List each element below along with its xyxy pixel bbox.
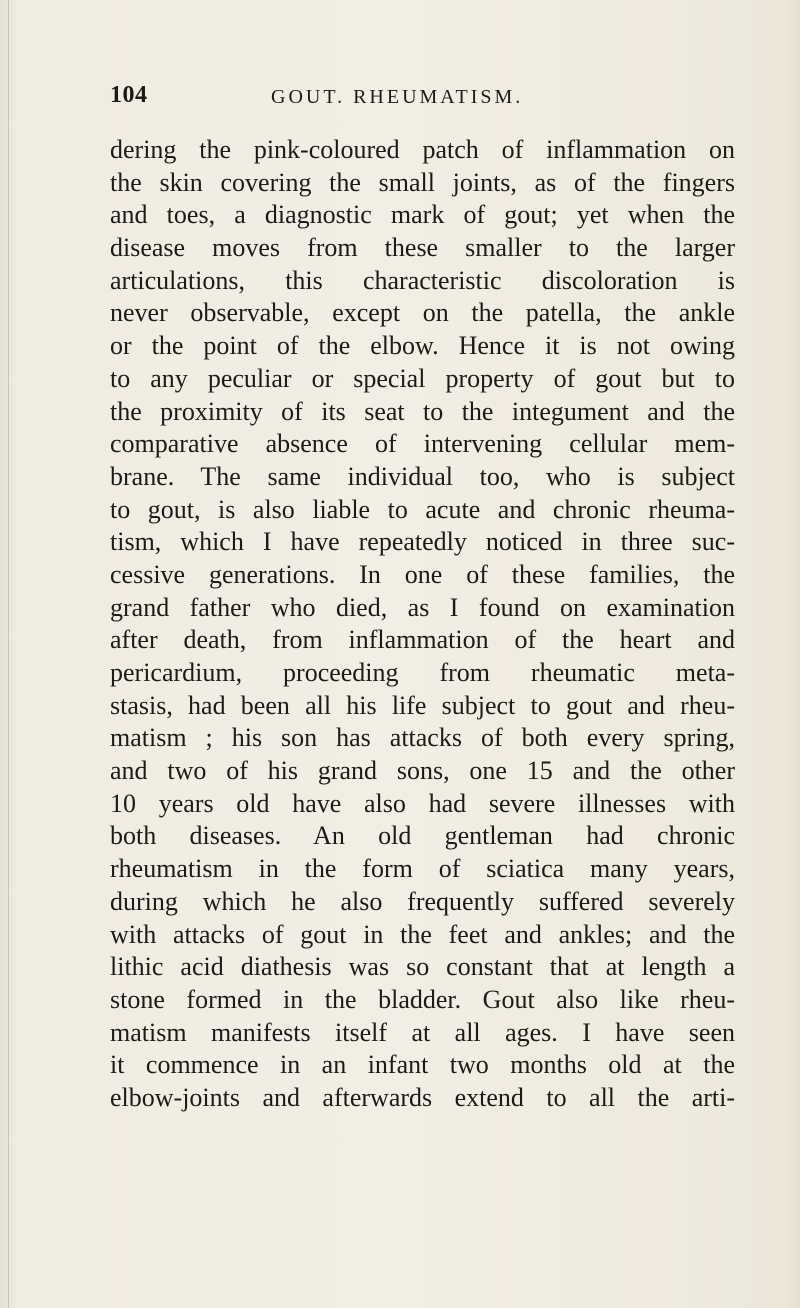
text-line: lithic acid diathesis was so constant that at length a [110,952,735,982]
text-line: cessive generations. In one of these families, the [110,559,735,589]
text-line: brane. The same individual too, who is subject [110,461,735,491]
text-line: elbow-joints and afterwards extend to all the arti- [110,1082,735,1112]
text-line: or the point of the elbow. Hence it is not owing [110,331,735,361]
body-text [110,134,735,1115]
text-line: both diseases. An old gentleman had chronic [110,821,735,851]
text-line: tism, which I have repeatedly noticed in three suc- [110,527,735,557]
text-line: rheumatism in the form of sciatica many years, [110,854,735,884]
text-line: never observable, except on the patella, the ankle [110,298,735,328]
text-line: it commence in an infant two months old at the [110,1050,735,1080]
text-line: to any peculiar or special property of gout but to [110,363,735,393]
text-line: stasis, had been all his life subject to gout and rheu- [110,690,735,720]
text-line: matism manifests itself at all ages. I have seen [110,1017,735,1047]
text-line: comparative absence of intervening cellular mem- [110,429,735,459]
text-line: stone formed in the bladder. Gout also like rheu- [110,984,735,1014]
text-line: grand father who died, as I found on examination [110,592,735,622]
text-line: matism ; his son has attacks of both every spring, [110,723,735,753]
text-line: the proximity of its seat to the integument and the [110,396,735,426]
text-line: articulations, this characteristic discoloration is [110,265,735,295]
text-line: the skin covering the small joints, as of the fingers [110,167,735,197]
text-line: and toes, a diagnostic mark of gout; yet when the [110,200,735,230]
text-line: dering the pink-coloured patch of inflammation on [110,135,735,164]
page-gutter-edge [8,0,9,1308]
text-line: disease moves from these smaller to the larger [110,233,735,263]
text-line: to gout, is also liable to acute and chronic rheuma- [110,494,735,524]
text-line: pericardium, proceeding from rheumatic meta- [110,658,735,687]
text-line: with attacks of gout in the feet and ankles; and the [110,919,735,949]
page-number: 104 [110,82,148,108]
text-line: after death, from inflammation of the heart and [110,625,735,655]
running-head: GOUT. RHEUMATISM. [271,86,524,108]
text-line: and two of his grand sons, one 15 and the other [110,756,735,786]
text-line: during which he also frequently suffered severely [110,886,735,916]
text-line: 10 years old have also had severe illnesses with [110,788,735,818]
page-header [0,82,800,116]
